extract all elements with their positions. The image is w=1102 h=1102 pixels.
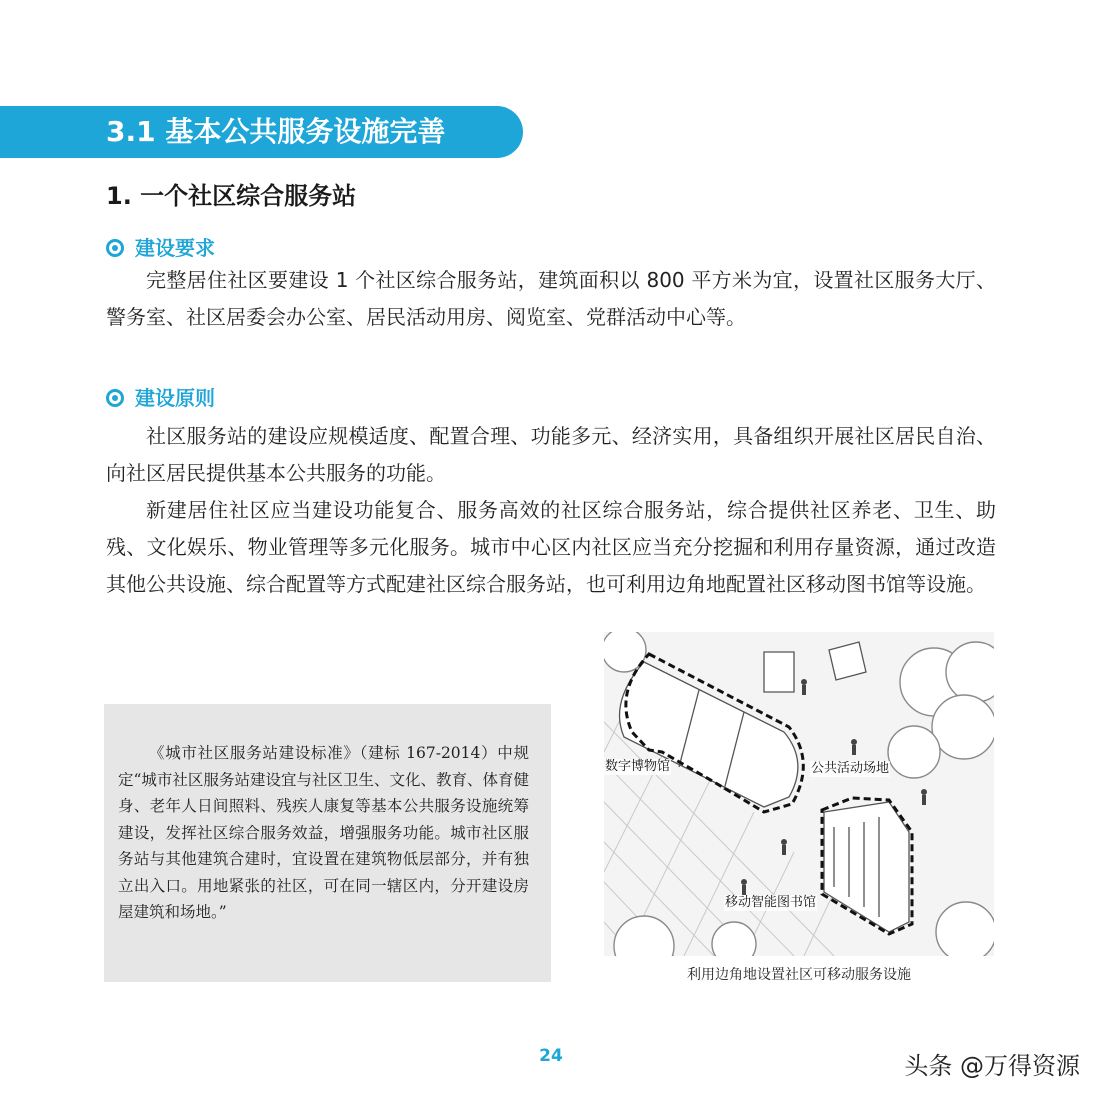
subsection-title: 1. 一个社区综合服务站 [106, 182, 357, 210]
circle-bullet-icon [106, 239, 124, 257]
community-illustration [604, 632, 994, 956]
section-title: 3.1 基本公共服务设施完善 [106, 115, 446, 148]
requirements-paragraph: 完整居住社区要建设 1 个社区综合服务站，建筑面积以 800 平方米为宜，设置社区服务大厅、警务室、社区居委会办公室、居民活动用房、阅览室、党群活动中心等。 [106, 268, 996, 329]
label-digital-museum: 数字博物馆 [605, 759, 671, 774]
quote-text: 《城市社区服务站建设标准》（建标 167-2014）中规定“城市社区服务站建设宜与社区卫生、文化、教育、体育健身、老年人日间照料、残疾人康复等基本公共服务设施统筹建设，发挥社区综合服务效益，增强服务功能。城市社区服务站与其他建筑合建时，宜设置在建筑物低层部分，并有独立出入口。用地紧张的社区，可在同一辖区内，分开建设房屋建筑和场地。” [118, 744, 529, 921]
label-public-activity-area: 公共活动场地 [811, 761, 890, 776]
watermark: 头条 @万得资源 [904, 1052, 1080, 1080]
principles-paragraph-2: 新建居住社区应当建设功能复合、服务高效的社区综合服务站，综合提供社区养老、卫生、助残、文化娱乐、物业管理等多元化服务。城市中心区内社区应当充分挖掘和利用存量资源，通过改造其他公共设施、综合配置等方式配建社区综合服务站，也可利用边角地配置社区移动图书馆等设施。 [106, 498, 996, 596]
requirements-heading-label: 建设要求 [135, 236, 215, 260]
circle-bullet-icon [106, 389, 124, 407]
section-banner [0, 106, 523, 158]
quote-box [104, 704, 551, 982]
page-number: 24 [539, 1046, 563, 1066]
requirements-heading [106, 234, 215, 262]
label-mobile-library: 移动智能图书馆 [725, 895, 817, 910]
principles-heading-label: 建设原则 [135, 386, 215, 410]
principles-heading [106, 384, 215, 412]
principles-paragraph-1: 社区服务站的建设应规模适度、配置合理、功能多元、经济实用，具备组织开展社区居民自治、向社区居民提供基本公共服务的功能。 [106, 424, 996, 485]
illustration-caption: 利用边角地设置社区可移动服务设施 [687, 967, 911, 983]
